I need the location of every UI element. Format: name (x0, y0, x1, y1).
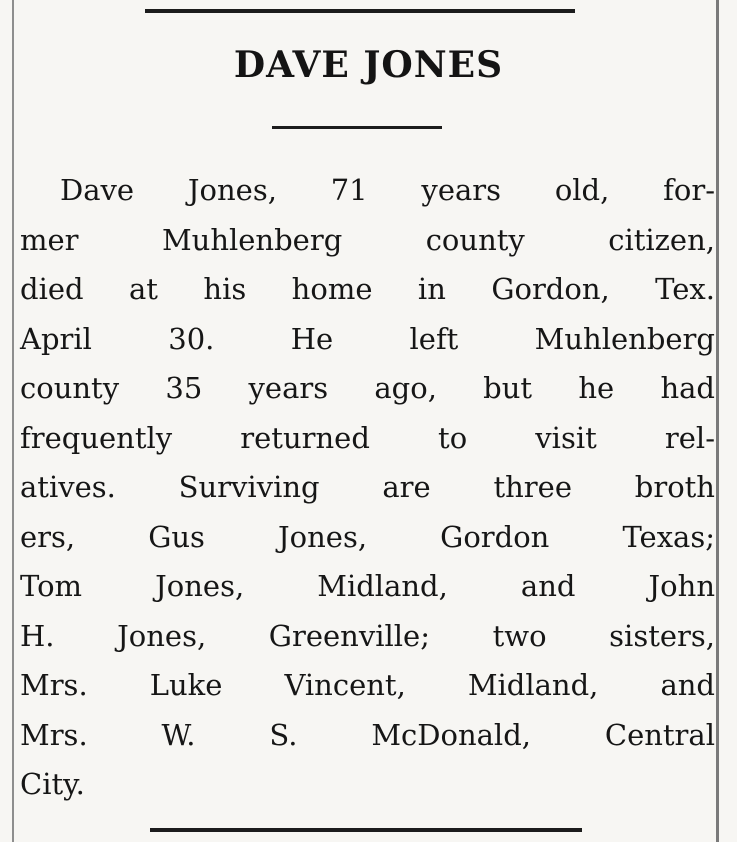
article-line: April 30. He left Muhlenberg (20, 321, 715, 356)
article-line: frequently returned to visit rel- (20, 420, 715, 455)
top-rule (145, 9, 575, 13)
article-line: Dave Jones, 71 years old, for- (60, 173, 715, 207)
headline-divider (272, 126, 442, 129)
column-rule-left (12, 0, 14, 842)
headline: DAVE JONES (233, 44, 504, 86)
article-line: ers, Gus Jones, Gordon Texas; (20, 519, 715, 554)
article-line: Tom Jones, Midland, and John (20, 569, 715, 603)
article-line: atives. Surviving are three broth (20, 470, 715, 504)
article-line: City. (20, 767, 85, 801)
article-line: county 35 years ago, but he had (20, 371, 715, 405)
article-line: died at his home in Gordon, Tex. (20, 272, 715, 306)
article-line: Mrs. W. S. McDonald, Central (20, 717, 715, 752)
article-line: H. Jones, Greenville; two sisters, (20, 618, 715, 653)
article-line: Mrs. Luke Vincent, Midland, and (20, 668, 715, 702)
bottom-rule (150, 828, 582, 832)
article-line: mer Muhlenberg county citizen, (20, 222, 715, 257)
column-rule-right (716, 0, 719, 842)
article-body (20, 166, 715, 810)
